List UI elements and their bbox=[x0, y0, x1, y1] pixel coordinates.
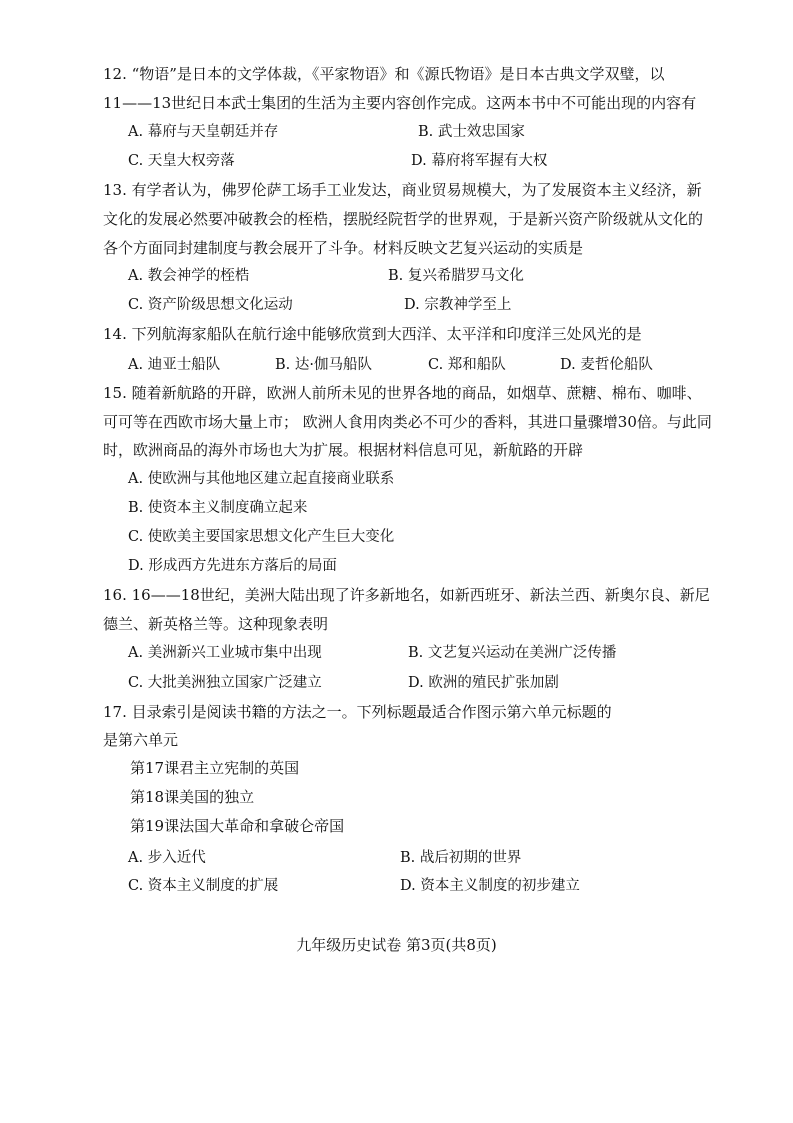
option-d: D. 资本主义制度的初步建立 bbox=[400, 878, 580, 894]
question-stem-line: 德兰、新英格兰等。这种现象表明 bbox=[103, 615, 329, 633]
option-d: D. 形成西方先进东方落后的局面 bbox=[128, 558, 337, 574]
question-stem-line: 可可等在西欧市场大量上市； 欧洲人食用肉类必不可少的香料，其进口量骤增30倍。与此同 bbox=[103, 413, 712, 431]
option-c: C. 天皇大权旁落 bbox=[128, 153, 235, 169]
option-a: A. 美洲新兴工业城市集中出现 bbox=[128, 645, 322, 661]
option-c: C. 资本主义制度的扩展 bbox=[128, 878, 279, 894]
question-stem-line: 17. 目录索引是阅读书籍的方法之一。下列标题最适合作图示第六单元标题的 bbox=[103, 703, 612, 721]
question-stem-line: 是第六单元 bbox=[103, 731, 179, 749]
option-d: D. 幕府将军握有大权 bbox=[411, 153, 548, 169]
option-b: B. 战后初期的世界 bbox=[400, 850, 522, 866]
question-stem-line: 11——13世纪日本武士集团的生活为主要内容创作完成。这两本书中不可能出现的内容有 bbox=[103, 94, 697, 112]
option-a: A. 步入近代 bbox=[128, 850, 206, 866]
option-d: D. 欧洲的殖民扩张加剧 bbox=[408, 675, 559, 691]
question-stem-line: 15. 随着新航路的开辟，欧洲人前所未见的世界各地的商品，如烟草、蔗糖、棉布、咖啡、 bbox=[103, 384, 702, 402]
question-stem-line: 13. 有学者认为，佛罗伦萨工场手工业发达，商业贸易规模大，为了发展资本主义经济，新 bbox=[103, 181, 702, 199]
option-b: B. 复兴希腊罗马文化 bbox=[388, 268, 524, 284]
question-stem-line: 时，欧洲商品的海外市场也大为扩展。根据材料信息可见，新航路的开辟 bbox=[103, 441, 584, 459]
option-b: B. 达·伽马船队 bbox=[275, 357, 372, 373]
option-c: C. 大批美洲独立国家广泛建立 bbox=[128, 675, 322, 691]
option-a: A. 使欧洲与其他地区建立起直接商业联系 bbox=[128, 471, 395, 487]
option-a: A. 教会神学的桎梏 bbox=[128, 268, 250, 284]
option-b: B. 武士效忠国家 bbox=[418, 124, 525, 140]
option-a: A. 迪亚士船队 bbox=[128, 357, 221, 373]
question-stem-line: 16. 16——18世纪，美洲大陆出现了许多新地名，如新西班牙、新法兰西、新奥尔良、新尼 bbox=[103, 586, 710, 604]
question-stem-line: 各个方面同封建制度与教会展开了斗争。材料反映文艺复兴运动的实质是 bbox=[103, 239, 584, 257]
option-d: D. 麦哲伦船队 bbox=[560, 357, 653, 373]
option-a: A. 幕府与天皇朝廷并存 bbox=[128, 124, 279, 140]
lesson-title: 第19课法国大革命和拿破仑帝国 bbox=[130, 817, 345, 835]
option-b: B. 使资本主义制度确立起来 bbox=[128, 500, 308, 516]
option-c: C. 使欧美主要国家思想文化产生巨大变化 bbox=[128, 529, 395, 545]
question-stem-line: 14. 下列航海家船队在航行途中能够欣赏到大西洋、太平洋和印度洋三处风光的是 bbox=[103, 325, 642, 343]
page-footer: 九年级历史试卷 第3页(共8页) bbox=[296, 936, 497, 954]
lesson-title: 第17课君主立宪制的英国 bbox=[130, 759, 300, 777]
option-b: B. 文艺复兴运动在美洲广泛传播 bbox=[408, 645, 617, 661]
question-stem-line: 文化的发展必然要冲破教会的桎梏，摆脱经院哲学的世界观，于是新兴资产阶级就从文化的 bbox=[103, 210, 704, 228]
question-stem-line: 12. “物语”是日本的文学体裁，《平家物语》和《源氏物语》是日本古典文学双璧，以 bbox=[103, 65, 665, 83]
option-c: C. 郑和船队 bbox=[428, 357, 506, 373]
option-d: D. 宗教神学至上 bbox=[404, 297, 512, 313]
lesson-title: 第18课美国的独立 bbox=[130, 788, 255, 806]
option-c: C. 资产阶级思想文化运动 bbox=[128, 297, 293, 313]
